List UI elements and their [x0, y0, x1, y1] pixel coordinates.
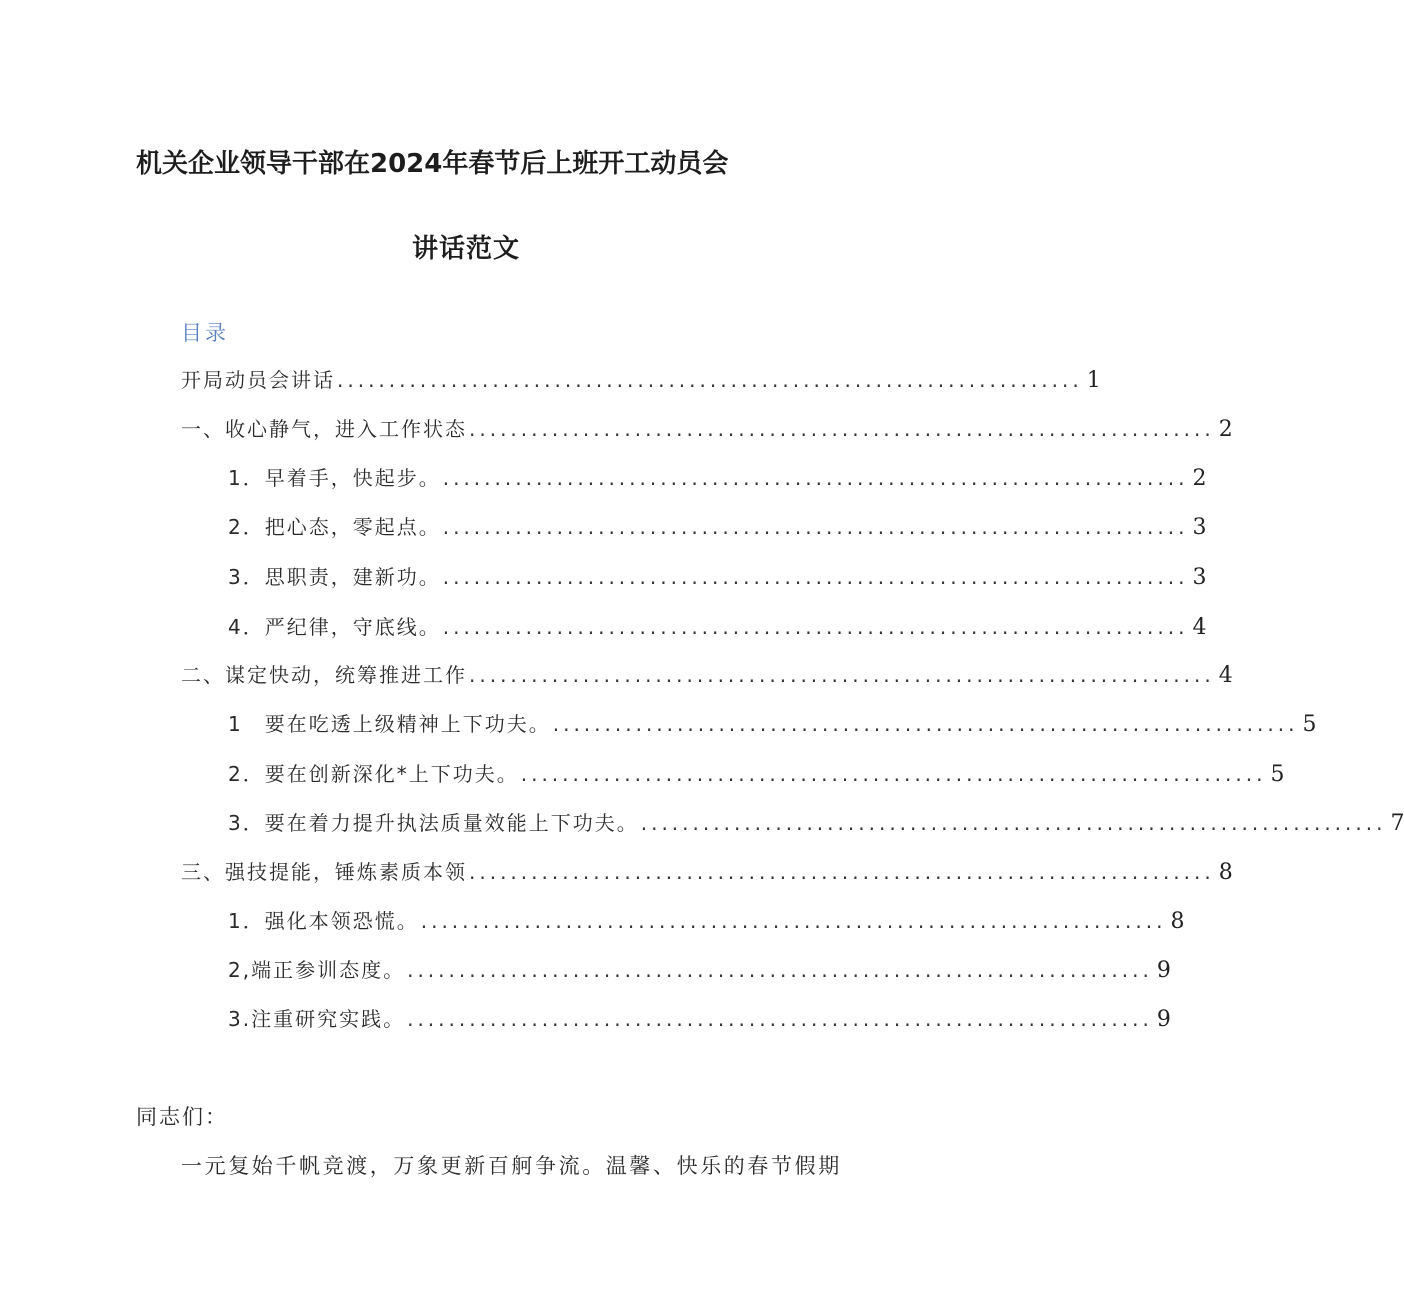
toc-leader-dots: ........................................................................	[640, 811, 1387, 835]
toc-entry-page: 1	[1086, 368, 1101, 393]
toc-leader-dots: ........................................................................	[469, 417, 1215, 441]
toc-entry-page: 8	[1170, 909, 1185, 934]
toc-entry	[228, 708, 1317, 738]
toc-entry	[228, 611, 1207, 641]
toc-entry-label: 1 要在吃透上级精神上下功夫。	[228, 712, 551, 736]
toc-entry	[228, 511, 1207, 541]
toc-leader-dots: ........................................................................	[442, 565, 1189, 589]
toc-entry-page: 9	[1156, 1007, 1171, 1032]
toc-leader-dots: ........................................................................	[337, 368, 1083, 392]
toc-entry-label: 1．强化本领恐慌。	[228, 909, 419, 933]
toc-leader-dots: ........................................................................	[442, 515, 1189, 539]
toc-entry-label: 三、强技提能，锤炼素质本领	[181, 860, 467, 884]
toc-entry-label: 3．思职责，建新功。	[228, 565, 441, 589]
toc-heading: 目录	[181, 321, 229, 345]
toc-entry-label: 一、收心静气，进入工作状态	[181, 417, 467, 441]
toc-leader-dots: ........................................................................	[407, 1007, 1153, 1031]
toc-entry	[228, 462, 1207, 492]
document-title-line-1: 机关企业领导干部在2024年春节后上班开工动员会	[136, 149, 729, 179]
toc-entry-page: 5	[1270, 762, 1285, 787]
toc-entry	[228, 807, 1404, 837]
toc-entry	[181, 364, 1101, 394]
toc-entry-label: 二、谋定快动，统筹推进工作	[181, 663, 467, 687]
toc-entry	[181, 856, 1233, 886]
toc-entry-label: 2．要在创新深化*上下功夫。	[228, 762, 519, 786]
toc-entry-label: 2,端正参训态度。	[228, 958, 406, 982]
toc-leader-dots: ........................................................................	[442, 466, 1189, 490]
toc-entry	[228, 954, 1171, 984]
toc-entry-page: 2	[1192, 466, 1207, 491]
toc-entry-label: 开局动员会讲话	[181, 368, 335, 392]
toc-leader-dots: ........................................................................	[420, 909, 1167, 933]
toc-entry-page: 5	[1302, 712, 1317, 737]
toc-entry	[228, 758, 1285, 788]
toc-leader-dots: ........................................................................	[469, 860, 1215, 884]
toc-entry	[228, 561, 1207, 591]
toc-entry-page: 3	[1192, 515, 1207, 540]
toc-entry-page: 3	[1192, 565, 1207, 590]
toc-leader-dots: ........................................................................	[407, 958, 1153, 982]
toc-entry-label: 3.注重研究实践。	[228, 1007, 406, 1031]
toc-leader-dots: ........................................................................	[552, 712, 1299, 736]
document-title-line-2: 讲话范文	[412, 234, 521, 264]
toc-entry-label: 2．把心态，零起点。	[228, 515, 441, 539]
toc-entry	[181, 659, 1233, 689]
toc-entry-page: 7	[1390, 811, 1404, 836]
salutation: 同志们：	[136, 1105, 228, 1129]
toc-entry	[181, 413, 1233, 443]
toc-entry-page: 4	[1192, 615, 1207, 640]
toc-leader-dots: ........................................................................	[442, 615, 1189, 639]
toc-leader-dots: ........................................................................	[469, 663, 1215, 687]
toc-entry-label: 4．严纪律，守底线。	[228, 615, 441, 639]
toc-entry-label: 1．早着手，快起步。	[228, 466, 441, 490]
toc-entry-page: 4	[1218, 663, 1233, 688]
toc-entry-label: 3．要在着力提升执法质量效能上下功夫。	[228, 811, 639, 835]
body-paragraph: 一元复始千帆竞渡，万象更新百舸争流。温馨、快乐的春节假期	[181, 1154, 842, 1178]
toc-leader-dots: ........................................................................	[520, 762, 1267, 786]
toc-entry-page: 8	[1218, 860, 1233, 885]
toc-entry	[228, 905, 1185, 935]
toc-entry-page: 2	[1218, 417, 1233, 442]
toc-entry-page: 9	[1156, 958, 1171, 983]
toc-entry	[228, 1003, 1171, 1033]
